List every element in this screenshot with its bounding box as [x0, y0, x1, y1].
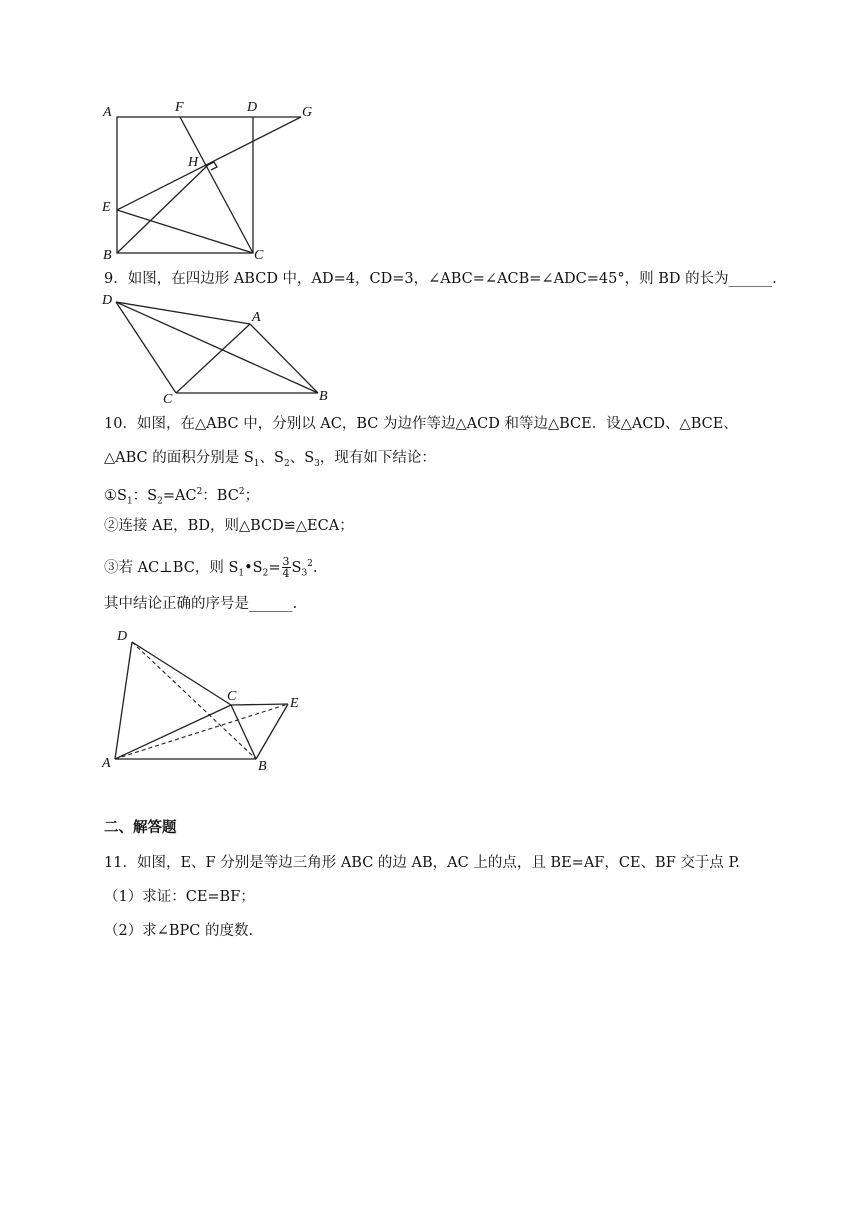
- problem-10-line2: △ABC 的面积分别是 $S_1$、$S_2$、$S_3$，现有如下结论：: [104, 450, 436, 469]
- label-G: G: [302, 105, 313, 120]
- label-C: C: [163, 392, 173, 406]
- square-figure: [98, 96, 318, 264]
- section-title: 二、解答题: [104, 819, 177, 836]
- conclusion-3: ③若 AC⊥BC，则 $S_1•S_2=$ $\frac{3}{4}$ $S_3^2$.: [104, 555, 318, 581]
- quadrilateral-figure: [100, 290, 335, 406]
- label-E: E: [290, 696, 299, 711]
- label-E: E: [102, 200, 111, 215]
- label-B: B: [103, 248, 112, 263]
- problem-10-question: 其中结论正确的序号是______.: [104, 596, 298, 612]
- label-D: D: [117, 629, 128, 644]
- conclusion-1: $①S_1$：$S_2=AC^2$：$BC^2$；: [104, 487, 260, 507]
- problem-11-part1: （1）求证：CE=BF；: [104, 889, 255, 905]
- label-B: B: [319, 389, 328, 404]
- fraction-3-4: $\frac{3}{4}$: [282, 555, 290, 581]
- label-D: D: [102, 293, 113, 308]
- label-C: C: [254, 248, 264, 263]
- equilateral-triangles-figure: [100, 625, 305, 773]
- label-C: C: [227, 689, 237, 704]
- label-H: H: [188, 155, 199, 170]
- conclusion-2: ②连接 AE，BD，则△BCD≌△ECA；: [104, 518, 354, 534]
- label-A: A: [103, 105, 112, 120]
- label-A: A: [102, 756, 111, 771]
- label-D: D: [247, 100, 258, 115]
- problem-10-line1: 10．如图，在△ABC 中，分别以 AC，BC 为边作等边△ACD 和等边△BCE．设△ACD、△BCE、: [104, 416, 738, 432]
- problem-11-part2: （2）求∠BPC 的度数.: [104, 923, 254, 939]
- label-A: A: [252, 310, 261, 325]
- label-B: B: [258, 759, 267, 773]
- problem-11-text: 11．如图，E、F 分别是等边三角形 ABC 的边 AB，AC 上的点，且 BE=AF，CE、BF 交于点 P.: [104, 855, 740, 871]
- problem-9-text: 9．如图，在四边形 ABCD 中，AD=4，CD=3，∠ABC=∠ACB=∠ADC=45°，则 BD 的长为______.: [104, 271, 777, 287]
- label-F: F: [175, 100, 184, 115]
